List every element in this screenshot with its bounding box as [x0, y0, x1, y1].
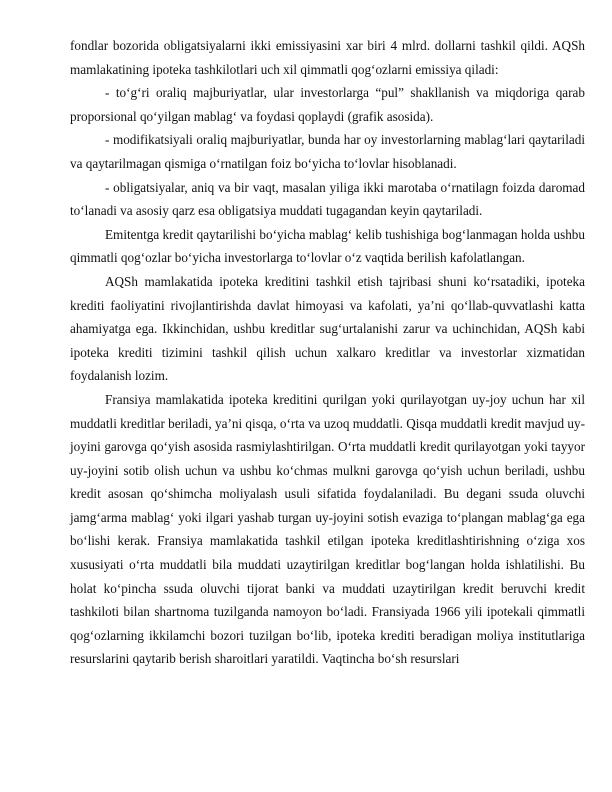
list-item-direct-pass-through: - to‘g‘ri oraliq majburiyatlar, ular investorlarga “pul” shakllanish va miqdoriga qarab proporsional qo‘yilgan mablag‘ va foydasi qoplaydi (grafik asosida). [70, 85, 585, 124]
list-item-bonds: - obligatsiyalar, aniq va bir vaqt, masalan yiliga ikki marotaba o‘rnatilagn foizda daromad to‘lanadi va asosiy qarz esa obligatsiya muddati tugagandan keyin qaytariladi. [70, 179, 585, 219]
list-item-modified-pass-through: - modifikatsiyali oraliq majburiyatlar, bunda har oy investorlarning mablag‘lari qaytariladi va qaytarilmagan qismiga o‘rnatilgan foiz bo‘yicha to‘lovlar hisoblanadi. [70, 132, 585, 171]
paragraph-france: Fransiya mamlakatida ipoteka kreditini qurilgan yoki qurilayotgan uy-joy uchun har xil muddatli kreditlar beriladi, ya’ni qisqa, o‘rta va uzoq muddatli. Qisqa muddatli kredit mavjud uy-joyini garovga qo‘yish asosida rasmiylashtirilgan. O‘rta muddatli kredit qurilayotgan yoki tayyor uy-joyini sotib olish uchun va ushbu ko‘chmas mulkni garovga qo‘yish uchun beriladi, ushbu kredit asosan qo‘shimcha moliyalash usuli sifatida foydalaniladi. Bu degani ssuda oluvchi jamg‘arma mablag‘ yoki ilgari yashab turgan uy-joyini sotish evaziga to‘plangan mablag‘ga ega bo‘lishi kerak. Fransiya mamlakatida tashkil etilgan ipoteka kreditlashtirishning o‘ziga xos xususiyati o‘rta muddatli bila muddati uzaytirilgan kreditlar bog‘langan holda ishlatilishi. Bu holat ko‘pincha ssuda oluvchi tijorat banki va muddati uzaytirilgan kredit beruvchi kredit tashkiloti bilan shartnoma tuzilganda namoyon bo‘ladi. Fransiyada 1966 yili ipotekali qimmatli qog‘ozlarning ikkilamchi bozori tuzilgan bo‘lib, ipoteka krediti beradigan moliya institutlariga resurslarini qaytarib berish sharoitlari yaratildi. Vaqtincha bo‘sh resurslari [70, 391, 585, 667]
document-page [70, 34, 585, 671]
paragraph-usa-experience: AQSh mamlakatida ipoteka kreditini tashkil etish tajribasi shuni ko‘rsatadiki, ipoteka krediti faoliyatini rivojlantirishda davlat himoyasi va kafolati, ya’ni qo‘llab-quvvatlashi katta ahamiyatga ega. Ikkinchidan, ushbu kreditlar sug‘urtalanishi zarur va uchinchidan, AQSh kabi ipoteka krediti tizimini tashkil qilish uchun xalkaro kreditlar va investorlar xizmatidan foydalanish lozim. [70, 273, 585, 384]
paragraph-emitent-guarantee: Emitentga kredit qaytarilishi bo‘yicha mablag‘ kelib tushishiga bog‘lanmagan holda ushbu qimmatli qog‘ozlar bo‘yicha investorlarga to‘lovlar o‘z vaqtida berilish kafolatlangan. [70, 226, 585, 266]
paragraph-continuation: fondlar bozorida obligatsiyalarni ikki emissiyasini xar biri 4 mlrd. dollarni tashkil qildi. AQSh mamlakatining ipoteka tashkilotlari uch xil qimmatli qog‘ozlarni emissiya qiladi: [70, 38, 585, 77]
